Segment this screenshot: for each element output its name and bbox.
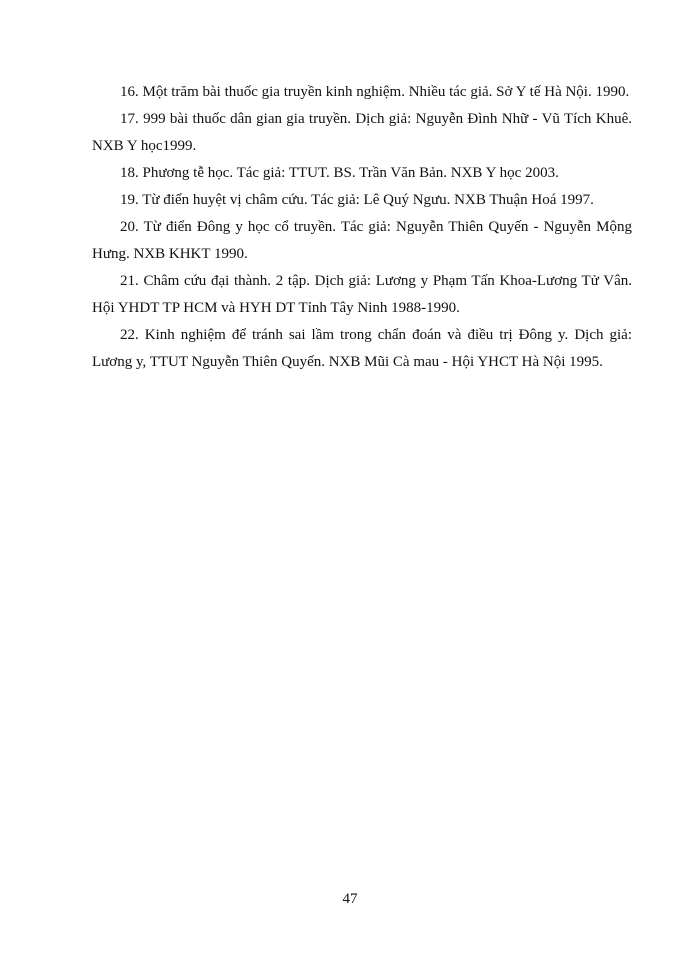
reference-item: 21. Châm cứu đại thành. 2 tập. Dịch giả: Lương y Phạm Tấn Khoa-Lương Tử Vân. Hội YHDT TP HCM và HYH DT Tỉnh Tây Ninh 1988-1990. — [92, 273, 632, 316]
page-number: 47 — [342, 891, 358, 907]
reference-item: 20. Từ điển Đông y học cổ truyền. Tác giả: Nguyễn Thiên Quyến - Nguyễn Mộng Hưng. NXB KHKT 1990. — [92, 219, 632, 262]
reference-item: 17. 999 bài thuốc dân gian gia truyền. Dịch giả: Nguyễn Đình Nhữ - Vũ Tích Khuê. NXB Y học1999. — [92, 111, 632, 154]
reference-list — [92, 79, 632, 376]
reference-item: 19. Từ điển huyệt vị châm cứu. Tác giả: Lê Quý Ngưu. NXB Thuận Hoá 1997. — [120, 192, 594, 208]
reference-item: 22. Kinh nghiệm để tránh sai lầm trong chẩn đoán và điều trị Đông y. Dịch giả: Lương y, TTUT Nguyễn Thiên Quyến. NXB Mũi Cà mau - Hội YHCT Hà Nội 1995. — [92, 327, 632, 370]
reference-item: 16. Một trăm bài thuốc gia truyền kinh nghiệm. Nhiều tác giả. Sở Y tế Hà Nội. 1990. — [120, 84, 630, 100]
reference-item: 18. Phương tễ học. Tác giả: TTUT. BS. Trần Văn Bản. NXB Y học 2003. — [120, 165, 559, 181]
